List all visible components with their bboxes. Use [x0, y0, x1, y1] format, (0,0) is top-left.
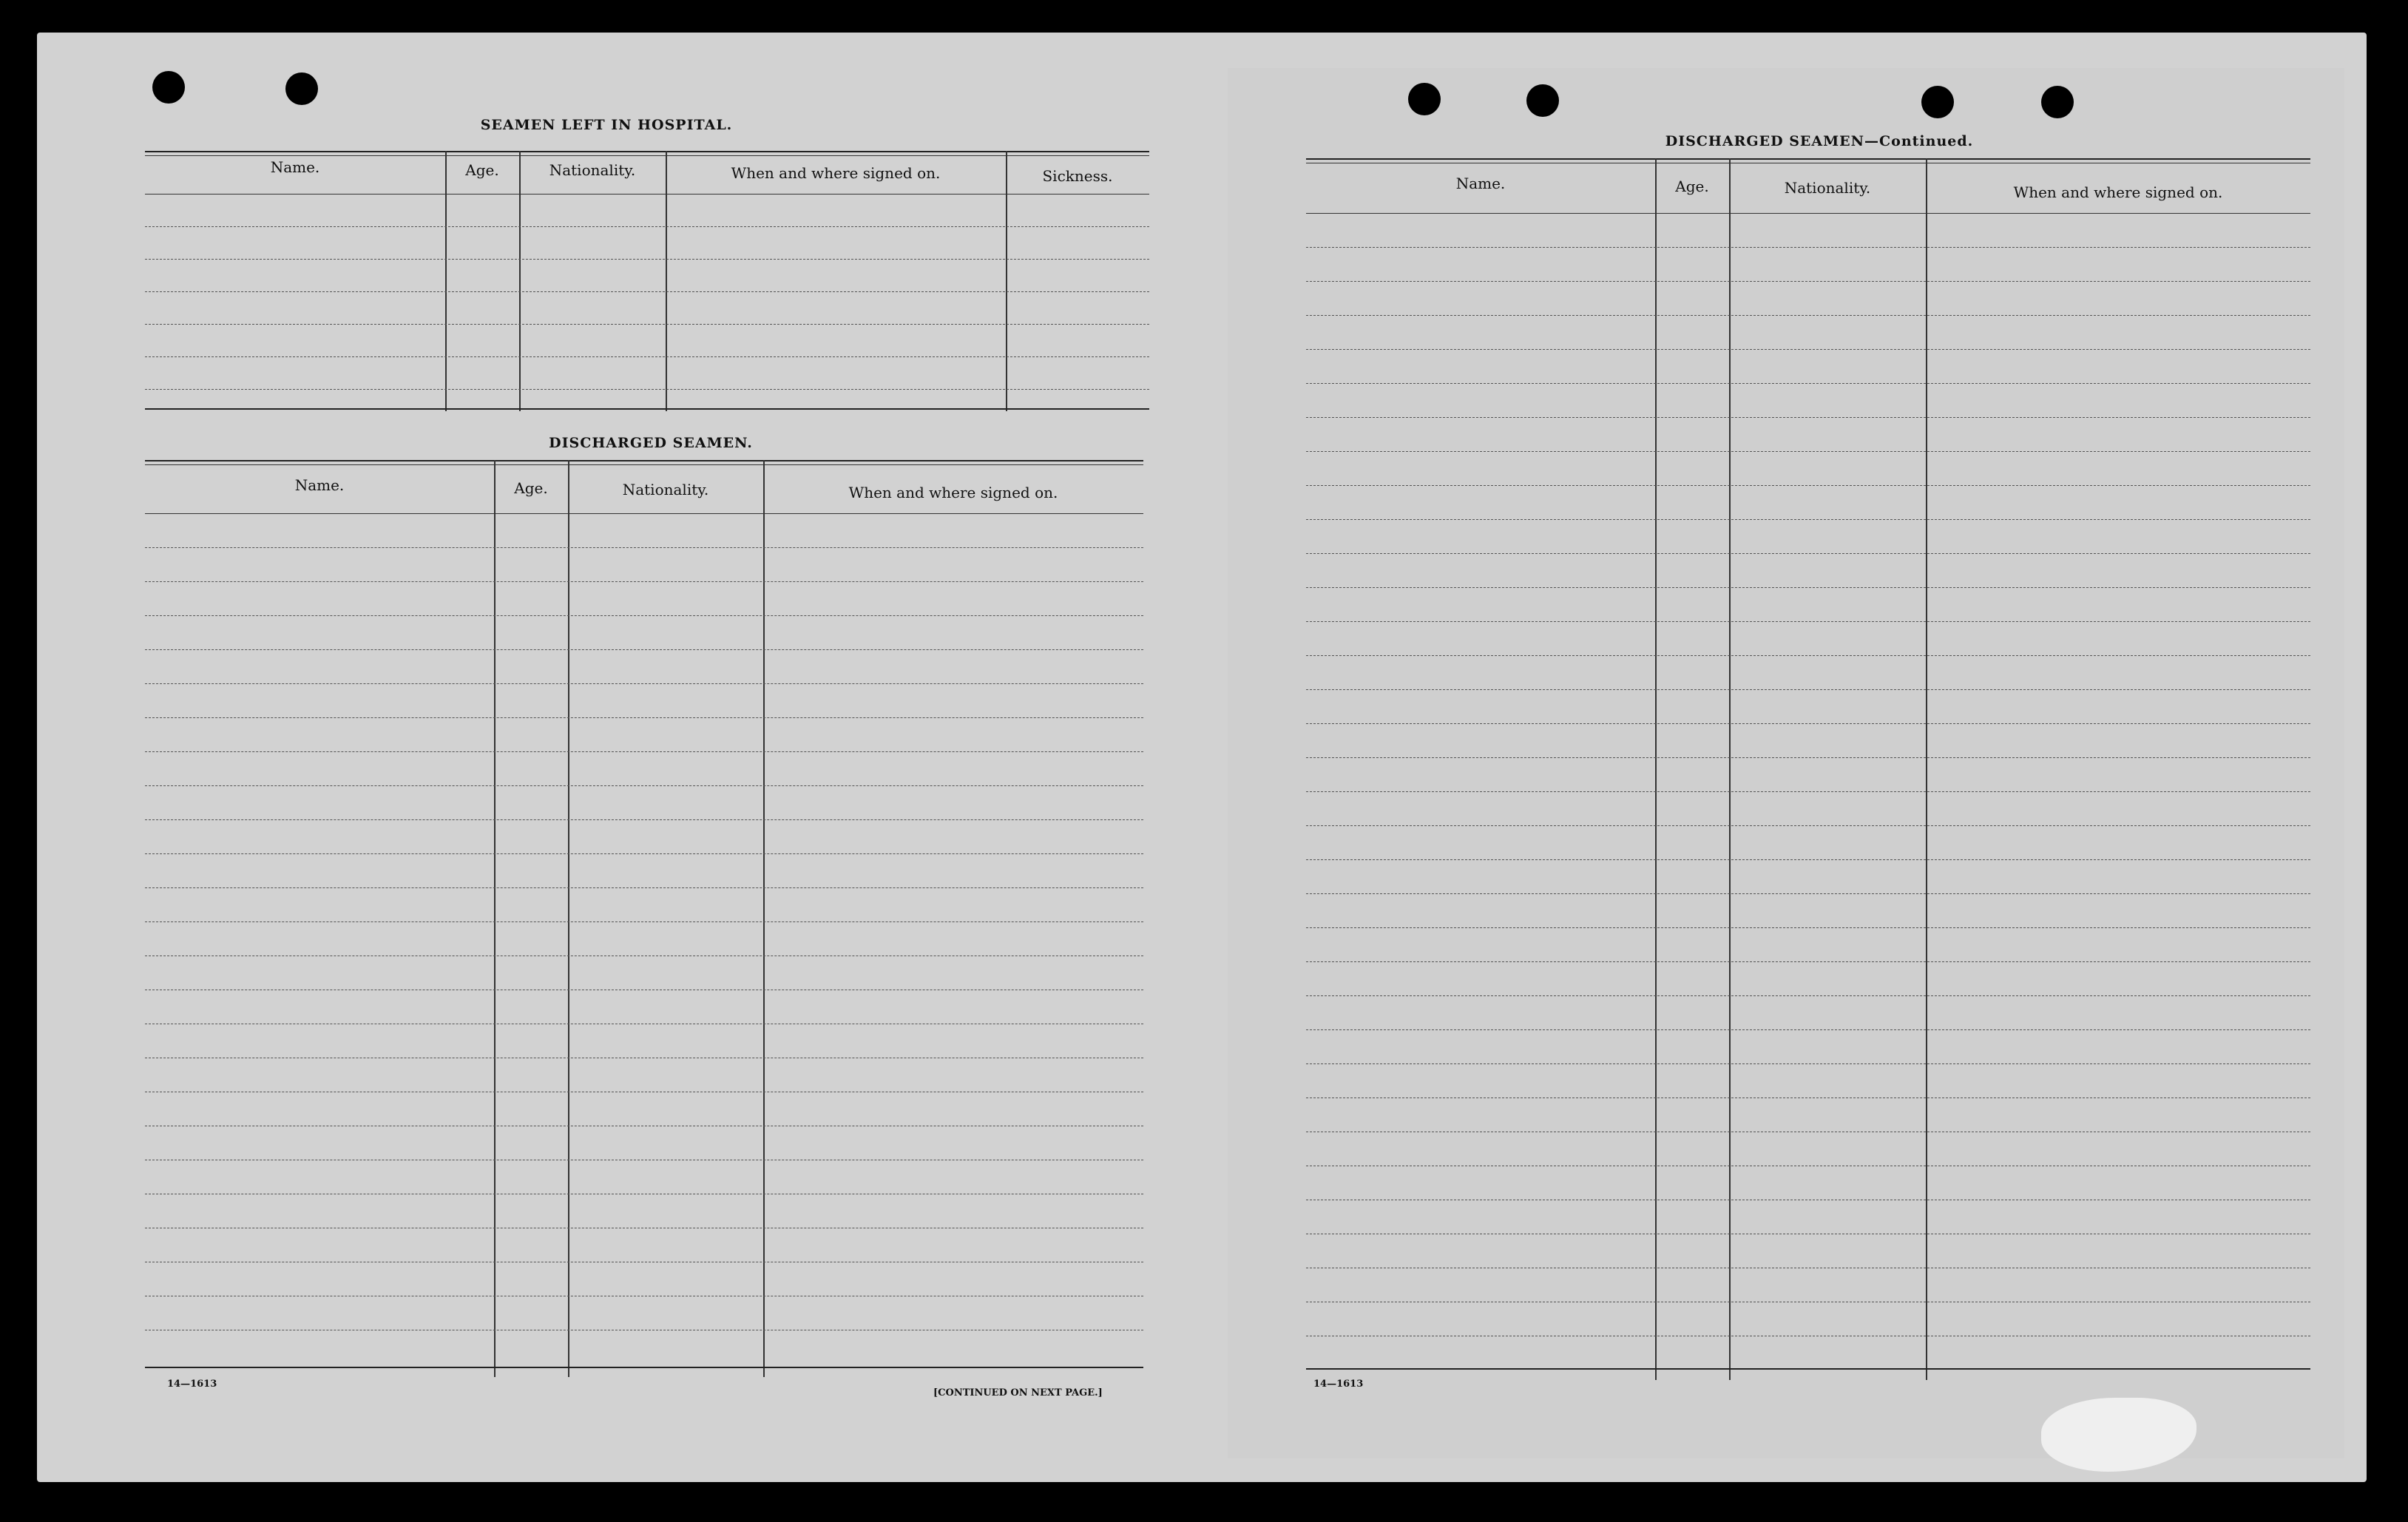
- table-row: [1306, 553, 2310, 554]
- table-row: [1306, 1063, 2310, 1064]
- continued-note: [CONTINUED ON NEXT PAGE.]: [933, 1387, 1103, 1398]
- hospital-title: SEAMEN LEFT IN HOSPITAL.: [480, 117, 733, 133]
- table-row: [1306, 485, 2310, 486]
- table-row: [1306, 689, 2310, 690]
- discharged-col-age: Age.: [514, 479, 548, 497]
- punch-hole: [1526, 84, 1559, 117]
- table-row: [145, 921, 1143, 922]
- punch-hole: [285, 72, 318, 105]
- table-row: [1306, 791, 2310, 792]
- table-row: [145, 887, 1143, 888]
- table-row: [1306, 417, 2310, 418]
- table-row: [1306, 859, 2310, 860]
- table-row: [145, 717, 1143, 718]
- hospital-col-name: Name.: [270, 158, 320, 176]
- punch-hole: [2041, 86, 2074, 118]
- continued-col-nationality: Nationality.: [1784, 179, 1871, 197]
- continued-table: [1306, 158, 2310, 1380]
- discharged-table: [145, 460, 1143, 1377]
- table-row: [145, 581, 1143, 582]
- discharged-col-nationality: Nationality.: [622, 481, 709, 498]
- table-row: [145, 226, 1149, 227]
- punch-hole: [1921, 86, 1954, 118]
- discharged-col-signed-on: When and where signed on.: [848, 484, 1058, 501]
- hospital-table: [145, 151, 1149, 411]
- continued-col-signed-on: When and where signed on.: [2013, 183, 2223, 201]
- table-row: [1306, 247, 2310, 248]
- table-row: [1306, 621, 2310, 622]
- table-row: [1306, 757, 2310, 758]
- continued-col-age: Age.: [1675, 177, 1709, 195]
- discharged-col-name: Name.: [294, 476, 345, 494]
- table-row: [145, 356, 1149, 357]
- table-row: [145, 615, 1143, 616]
- hospital-col-age: Age.: [465, 161, 499, 179]
- table-row: [145, 547, 1143, 548]
- table-row: [1306, 723, 2310, 724]
- hospital-col-nationality: Nationality.: [549, 161, 636, 179]
- table-row: [1306, 1029, 2310, 1030]
- table-row: [145, 751, 1143, 752]
- hospital-col-sickness: Sickness.: [1042, 167, 1113, 185]
- table-row: [1306, 349, 2310, 350]
- table-row: [145, 291, 1149, 292]
- table-row: [145, 389, 1149, 390]
- table-row: [1306, 893, 2310, 894]
- hospital-col-signed-on: When and where signed on.: [731, 164, 941, 182]
- table-row: [1306, 315, 2310, 316]
- table-row: [1306, 451, 2310, 452]
- left-form-number: 14—1613: [167, 1379, 217, 1390]
- table-row: [145, 649, 1143, 650]
- table-row: [1306, 995, 2310, 996]
- continued-col-name: Name.: [1455, 175, 1506, 192]
- table-row: [1306, 1097, 2310, 1098]
- table-row: [1306, 281, 2310, 282]
- table-row: [1306, 825, 2310, 826]
- table-row: [145, 259, 1149, 260]
- table-row: [1306, 383, 2310, 384]
- table-row: [145, 324, 1149, 325]
- continued-title: DISCHARGED SEAMEN—Continued.: [1665, 133, 1974, 149]
- table-row: [145, 683, 1143, 684]
- punch-hole: [152, 71, 185, 104]
- table-row: [1306, 587, 2310, 588]
- table-row: [1306, 961, 2310, 962]
- right-form-number: 14—1613: [1313, 1379, 1364, 1390]
- table-row: [1306, 655, 2310, 656]
- table-row: [145, 853, 1143, 854]
- discharged-title: DISCHARGED SEAMEN.: [549, 435, 753, 451]
- table-row: [1306, 519, 2310, 520]
- table-row: [145, 819, 1143, 820]
- punch-hole: [1408, 83, 1441, 115]
- table-row: [1306, 927, 2310, 928]
- table-row: [145, 785, 1143, 786]
